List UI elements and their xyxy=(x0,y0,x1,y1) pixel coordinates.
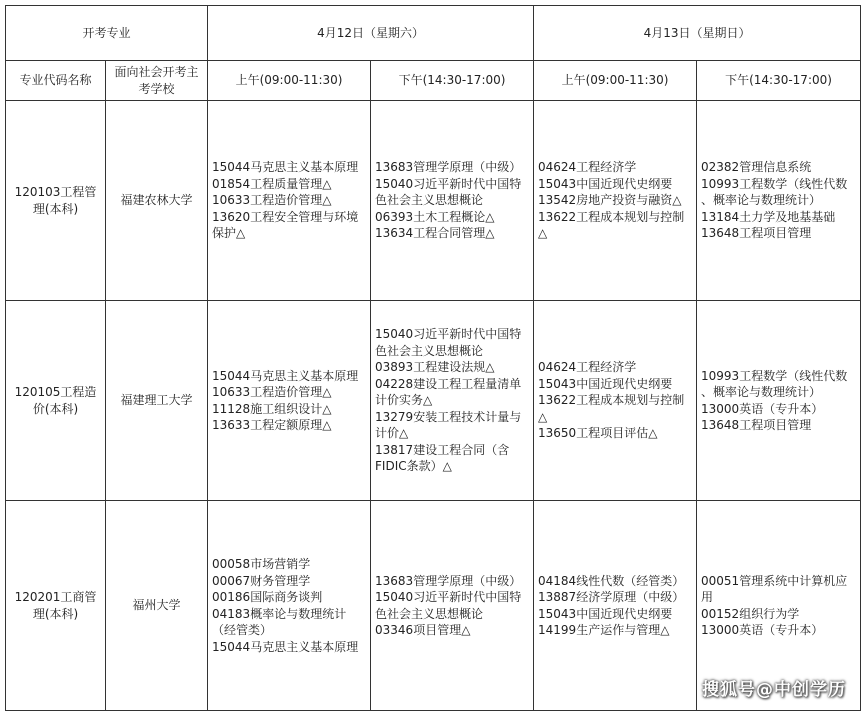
header-day1-pm: 下午(14:30-17:00) xyxy=(371,61,534,101)
course-line: 保护△ xyxy=(212,226,246,241)
exam-schedule-table xyxy=(5,5,861,711)
course-line: 15043中国近现代史纲要 xyxy=(538,176,673,191)
major-code-cell: 120103工程管理(本科) xyxy=(6,101,106,301)
course-line: 10993工程数学（线性代数 xyxy=(701,176,848,191)
course-line: 00186国际商务谈判 xyxy=(212,590,323,604)
course-line: 03346项目管理△ xyxy=(375,623,471,637)
course-line: 15040习近平新时代中国特 xyxy=(375,327,522,342)
course-line: 10633工程造价管理△ xyxy=(212,193,332,208)
watermark: 搜狐号@中创学历 xyxy=(702,680,846,700)
course-line: 计价实务△ xyxy=(375,393,433,408)
course-line: FIDIC条款）△ xyxy=(375,459,452,474)
course-line: 10633工程造价管理△ xyxy=(212,385,332,399)
course-cell xyxy=(208,501,371,711)
school-cell: 福州大学 xyxy=(106,501,208,711)
course-line: 13622工程成本规划与控制 xyxy=(538,393,685,408)
course-line: 用 xyxy=(701,590,714,604)
course-line: 15040习近平新时代中国特 xyxy=(375,590,522,604)
course-cell xyxy=(534,301,697,501)
course-line: △ xyxy=(538,409,548,424)
course-cell xyxy=(371,101,534,301)
course-line: 00058市场营销学 xyxy=(212,557,311,571)
header-row-1 xyxy=(6,6,861,61)
course-line: 13542房地产投资与融资△ xyxy=(538,193,682,208)
course-line: 13887经济学原理（中级） xyxy=(538,590,685,604)
course-cell xyxy=(208,301,371,501)
course-line: 15043中国近现代史纲要 xyxy=(538,606,673,621)
course-line: （经管类） xyxy=(212,623,273,637)
course-line: 13683管理学原理（中级） xyxy=(375,573,522,588)
header-day2: 4月13日（星期日） xyxy=(534,6,861,61)
course-line: 04184线性代数（经管类） xyxy=(538,573,685,588)
course-line: 04624工程经济学 xyxy=(538,160,637,175)
table-row xyxy=(6,101,861,301)
course-line: 色社会主义思想概论 xyxy=(375,343,484,358)
course-line: 11128施工组织设计△ xyxy=(212,401,332,416)
course-line: 13620工程安全管理与环境 xyxy=(212,209,359,224)
course-line: 13648工程项目管理 xyxy=(701,226,812,241)
major-code-cell: 120201工商管理(本科) xyxy=(6,501,106,711)
course-line: △ xyxy=(538,226,548,241)
course-line: 15040习近平新时代中国特 xyxy=(375,176,522,191)
course-line: 00067财务管理学 xyxy=(212,573,311,588)
course-line: 04228建设工程工程量清单 xyxy=(375,376,522,391)
course-line: 色社会主义思想概论 xyxy=(375,193,484,208)
course-line: 15044马克思主义基本原理 xyxy=(212,160,359,175)
course-line: 06393土木工程概论△ xyxy=(375,209,495,224)
header-school: 面向社会开考主考学校 xyxy=(106,61,208,101)
school-cell: 福建理工大学 xyxy=(106,301,208,501)
course-line: 15044马克思主义基本原理 xyxy=(212,639,359,654)
course-line: 01854工程质量管理△ xyxy=(212,176,332,191)
course-line: 00051管理系统中计算机应 xyxy=(701,573,848,588)
header-day1-am: 上午(09:00-11:30) xyxy=(208,61,371,101)
course-line: 10993工程数学（线性代数 xyxy=(701,368,848,383)
course-line: 色社会主义思想概论 xyxy=(375,606,484,621)
course-line: 13648工程项目管理 xyxy=(701,418,812,432)
course-line: 13000英语（专升本） xyxy=(701,401,824,416)
course-line: 04624工程经济学 xyxy=(538,360,637,375)
course-line: 13000英语（专升本） xyxy=(701,623,824,637)
header-day2-pm: 下午(14:30-17:00) xyxy=(697,61,861,101)
course-cell xyxy=(371,501,534,711)
course-line: 13279安装工程技术计量与 xyxy=(375,409,522,424)
course-line: 03893工程建设法规△ xyxy=(375,360,495,375)
school-cell: 福建农林大学 xyxy=(106,101,208,301)
course-line: 计价△ xyxy=(375,426,409,441)
course-cell xyxy=(534,101,697,301)
header-row-2 xyxy=(6,61,861,101)
course-cell xyxy=(697,101,861,301)
course-line: 04183概率论与数理统计 xyxy=(212,606,347,621)
course-line: 、概率论与数理统计） xyxy=(701,193,822,208)
course-line: 13633工程定额原理△ xyxy=(212,418,332,432)
course-cell xyxy=(371,301,534,501)
course-line: 13817建设工程合同（含 xyxy=(375,442,510,457)
course-line: 00152组织行为学 xyxy=(701,606,800,621)
major-code-cell: 120105工程造价(本科) xyxy=(6,301,106,501)
course-line: 15044马克思主义基本原理 xyxy=(212,368,359,383)
course-line: 15043中国近现代史纲要 xyxy=(538,376,673,391)
course-line: 13184土力学及地基基础 xyxy=(701,209,836,224)
header-day1: 4月12日（星期六） xyxy=(208,6,534,61)
course-line: 14199生产运作与管理△ xyxy=(538,623,670,637)
course-cell xyxy=(534,501,697,711)
header-major: 开考专业 xyxy=(6,6,208,61)
course-cell xyxy=(208,101,371,301)
course-line: 13634工程合同管理△ xyxy=(375,226,495,241)
course-line: 、概率论与数理统计） xyxy=(701,385,822,399)
table-row xyxy=(6,301,861,501)
course-cell xyxy=(697,301,861,501)
course-line: 13622工程成本规划与控制 xyxy=(538,209,685,224)
header-day2-am: 上午(09:00-11:30) xyxy=(534,61,697,101)
course-line: 13650工程项目评估△ xyxy=(538,426,658,441)
course-line: 02382管理信息系统 xyxy=(701,160,812,175)
course-line: 13683管理学原理（中级） xyxy=(375,160,522,175)
header-code-name: 专业代码名称 xyxy=(6,61,106,101)
